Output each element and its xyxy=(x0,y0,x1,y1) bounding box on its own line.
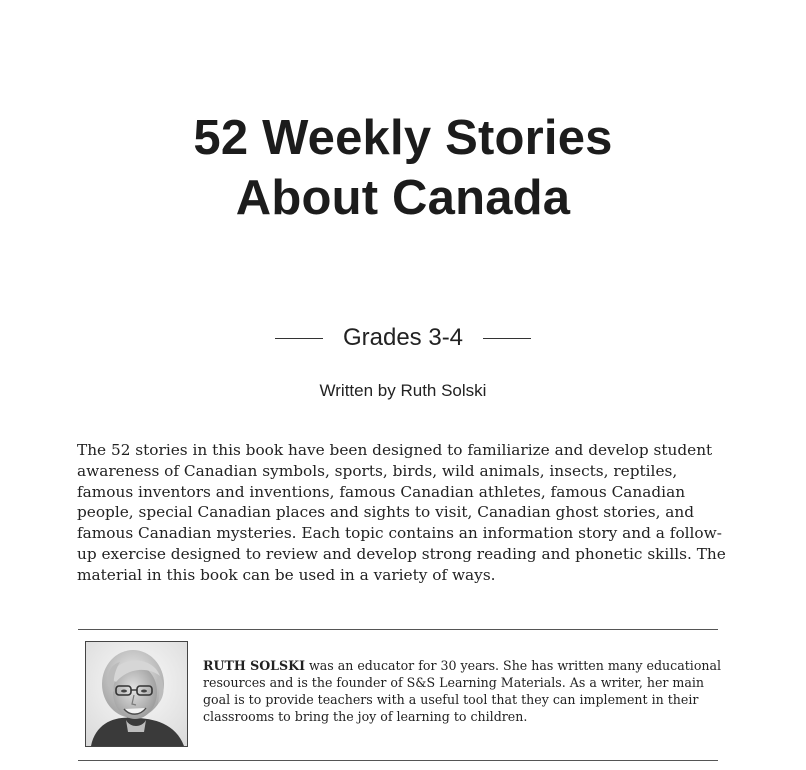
book-title xyxy=(0,108,806,228)
author-bio-text: was an educator for 30 years. She has written many educational resources and is the founder of S&S Learning Materials. As a writer, her main goal is to provide teachers with a useful tool that they can implement in their classrooms to bring the joy of learning to children. xyxy=(203,658,722,724)
divider-top xyxy=(78,629,718,630)
book-title-line-1: 52 Weekly Stories xyxy=(193,111,613,165)
book-title-line-2: About Canada xyxy=(235,171,571,225)
author-photo xyxy=(85,641,188,747)
author-line: Written by Ruth Solski xyxy=(319,381,487,400)
grades-rule-right xyxy=(483,338,531,339)
author-bio xyxy=(203,657,723,725)
author-bio-name: RUTH SOLSKI xyxy=(203,658,305,673)
divider-bottom xyxy=(78,760,718,761)
grades-rule-left xyxy=(275,338,323,339)
book-description: The 52 stories in this book have been designed to familiarize and develop student awareness of Canadian symbols, sports, birds, wild animals, insects, reptiles, famous inventors and inventions, famous Canadian athletes, famous Canadian people, special Canadian places and sights to visit, Canadian ghost stories, and famous Canadian mysteries. Each topic contains an information story and a follow-up exercise designed to review and develop strong reading and phonetic skills. The material in this book can be used in a variety of ways. xyxy=(77,441,726,584)
grades-label: Grades 3-4 xyxy=(342,324,464,351)
grades-row xyxy=(0,320,806,356)
